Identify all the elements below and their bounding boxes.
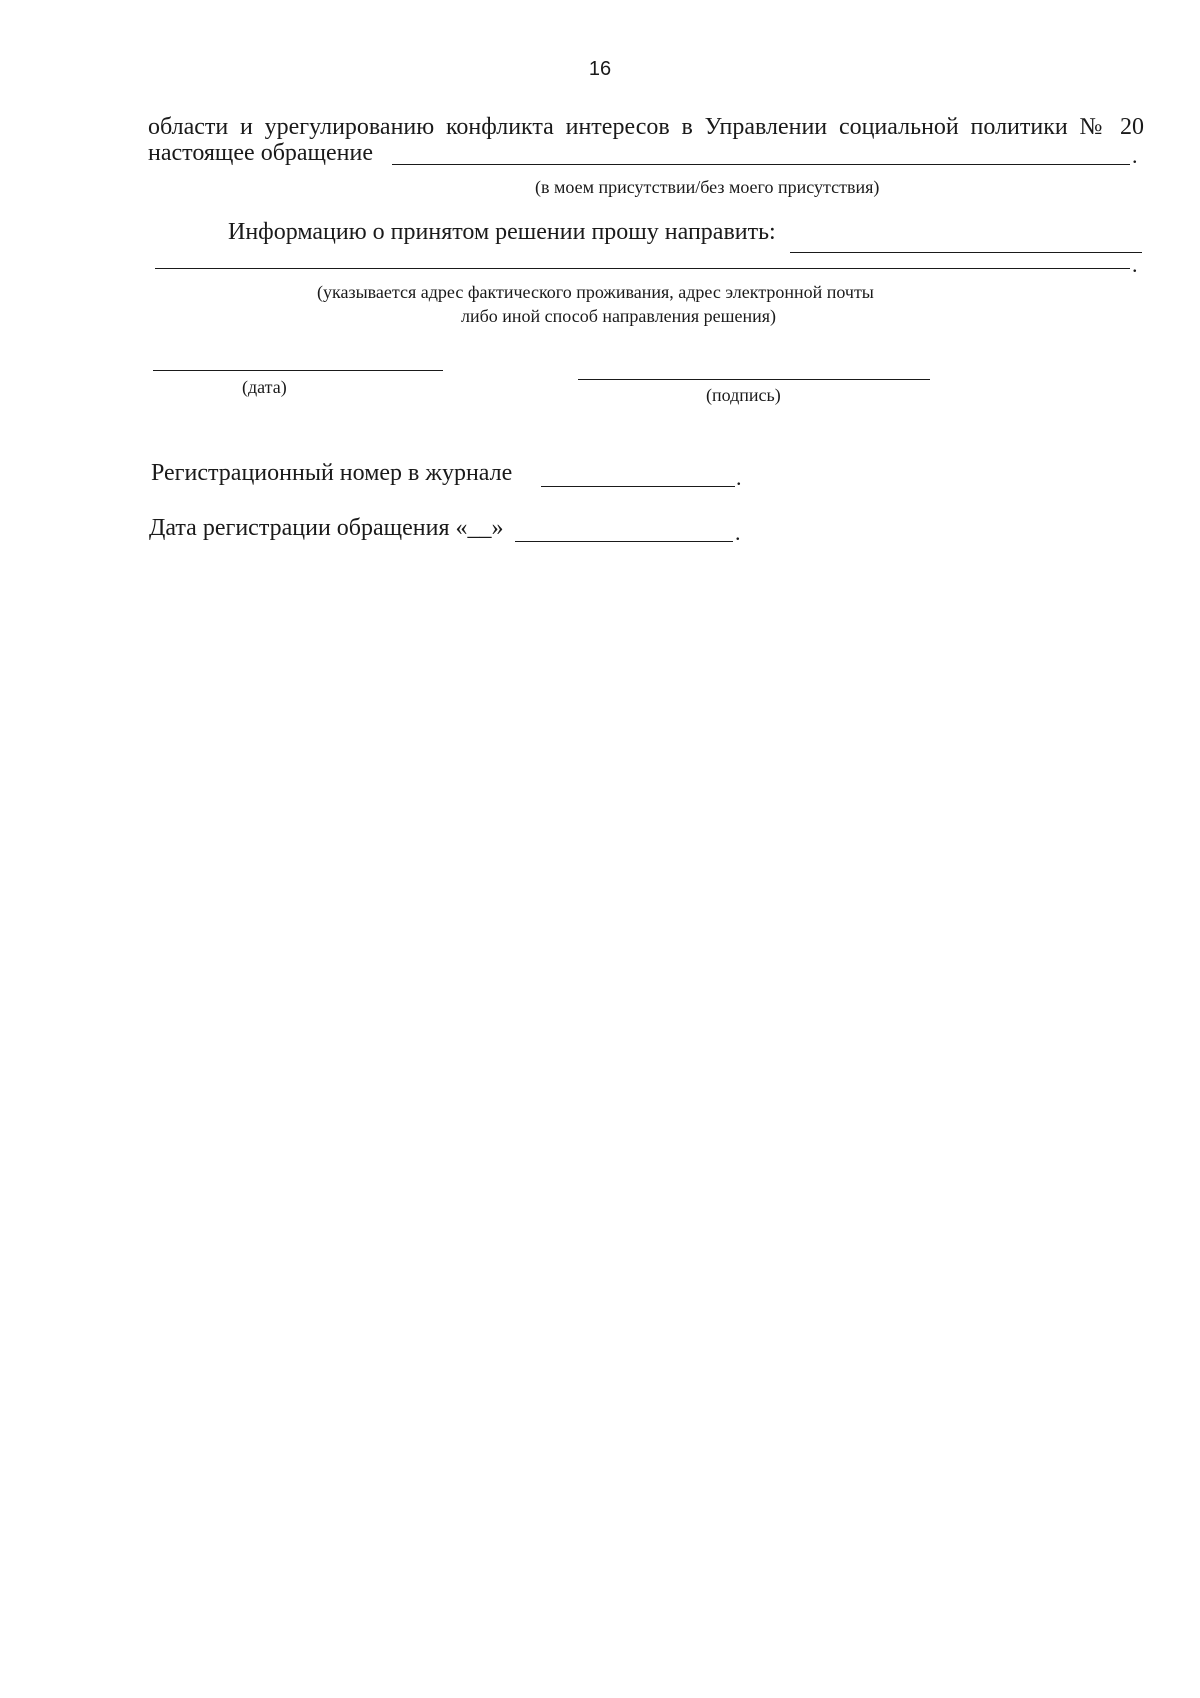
registration-date-blank[interactable] <box>515 541 733 542</box>
page-number: 16 <box>588 58 612 80</box>
decision-blank-1[interactable] <box>790 252 1142 253</box>
registration-number-label: Регистрационный номер в журнале <box>151 460 513 486</box>
decision-hint-line-1: (указывается адрес фактического проживания, адрес электронной почты <box>317 282 874 302</box>
registration-date-dot: . <box>735 520 741 545</box>
presence-hint: (в моем присутствии/без моего присутствия) <box>535 177 880 197</box>
signature-label: (подпись) <box>706 385 781 405</box>
registration-date-label: Дата регистрации обращения «__» <box>149 515 504 541</box>
appeal-text-line-2: настоящее обращение <box>148 140 374 166</box>
decision-end-dot: . <box>1132 252 1138 277</box>
appeal-presence-blank[interactable] <box>392 164 1130 165</box>
appeal-text-line-1: области и урегулированию конфликта интересов в Управлении социальной политики № 20 <box>148 114 1144 140</box>
registration-number-blank[interactable] <box>541 486 735 487</box>
date-label: (дата) <box>242 377 287 397</box>
decision-blank-2[interactable] <box>155 268 1130 269</box>
decision-hint-line-2: либо иной способ направления решения) <box>461 306 777 326</box>
registration-number-dot: . <box>736 465 742 490</box>
date-blank[interactable] <box>153 370 443 371</box>
appeal-end-dot: . <box>1132 143 1138 168</box>
decision-label: Информацию о принятом решении прошу направить: <box>228 219 776 245</box>
signature-blank[interactable] <box>578 379 930 380</box>
